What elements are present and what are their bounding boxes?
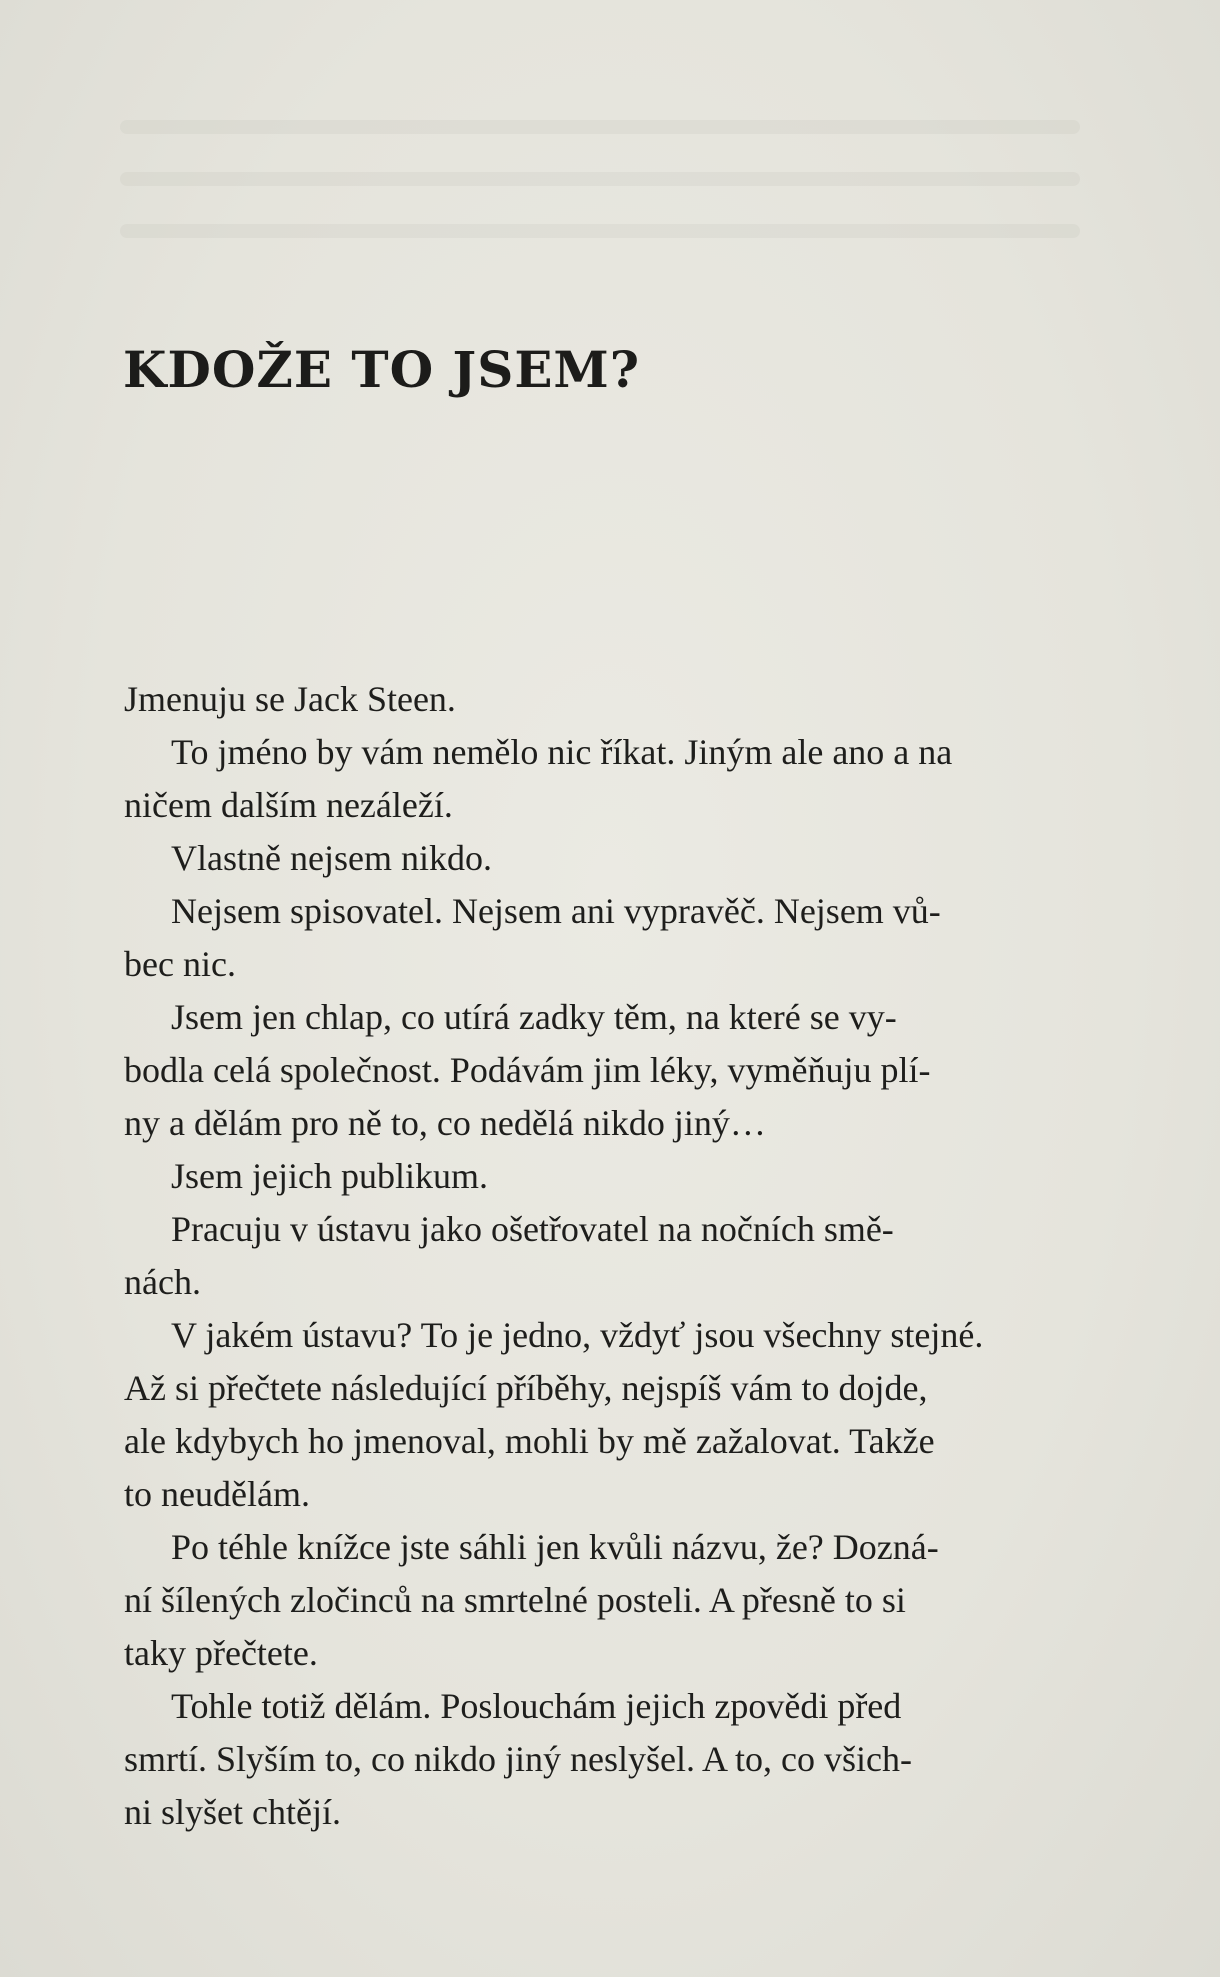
text-line: Jmenuju se Jack Steen. [124, 679, 456, 719]
text-line: ní šílených zločinců na smrtelné posteli. A přesně to si [124, 1580, 906, 1620]
show-through-text [120, 224, 1080, 238]
text-line: Tohle totiž dělám. Poslouchám jejich zpovědi před [171, 1686, 902, 1726]
text-line: Pracuju v ústavu jako ošetřovatel na nočních smě- [171, 1209, 894, 1249]
text-line: bec nic. [124, 944, 236, 984]
text-line: bodla celá společnost. Podávám jim léky, vyměňuju plí- [124, 1050, 931, 1090]
chapter-title: KDOŽE TO JSEM? [123, 340, 641, 399]
text-line: Nejsem spisovatel. Nejsem ani vypravěč. Nejsem vů- [171, 891, 941, 931]
text-line: ničem dalším nezáleží. [124, 785, 453, 825]
text-line: ni slyšet chtějí. [124, 1792, 341, 1832]
text-line: nách. [124, 1262, 201, 1302]
chapter-body [124, 673, 1084, 1839]
text-line: Vlastně nejsem nikdo. [171, 838, 492, 878]
show-through-text [120, 172, 1080, 186]
text-line: ale kdybych ho jmenoval, mohli by mě zažalovat. Takže [124, 1421, 935, 1461]
text-line: To jméno by vám nemělo nic říkat. Jiným ale ano a na [171, 732, 953, 772]
text-line: Po téhle knížce jste sáhli jen kvůli názvu, že? Dozná- [171, 1527, 939, 1567]
text-line: Jsem jen chlap, co utírá zadky těm, na které se vy- [171, 997, 897, 1037]
text-line: Jsem jejich publikum. [171, 1156, 488, 1196]
text-line: to neudělám. [124, 1474, 310, 1514]
text-line: Až si přečtete následující příběhy, nejspíš vám to dojde, [124, 1368, 928, 1408]
text-line: ny a dělám pro ně to, co nedělá nikdo jiný… [124, 1103, 766, 1143]
text-line: V jakém ústavu? To je jedno, vždyť jsou všechny stejné. [171, 1315, 984, 1355]
show-through-text [120, 120, 1080, 134]
text-line: smrtí. Slyším to, co nikdo jiný neslyšel. A to, co všich- [124, 1739, 912, 1779]
text-line: taky přečtete. [124, 1633, 318, 1673]
